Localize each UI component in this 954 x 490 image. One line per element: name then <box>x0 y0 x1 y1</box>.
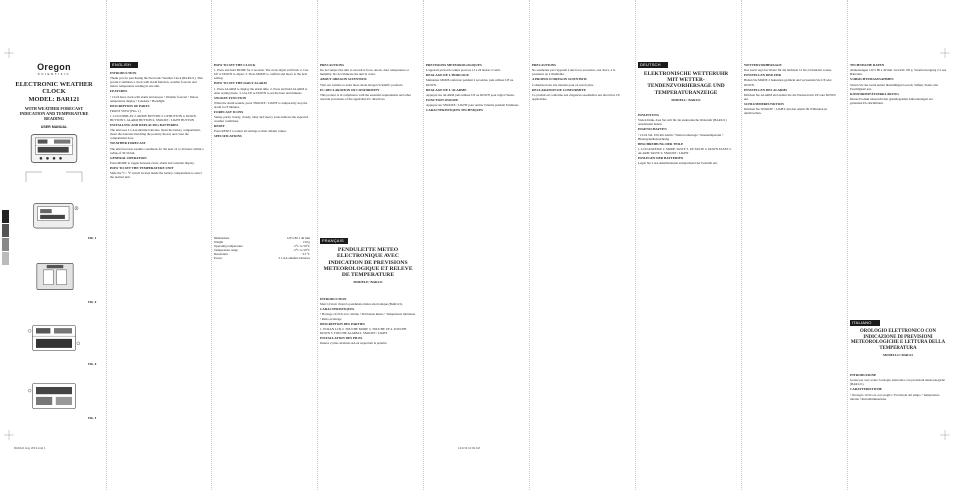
section-heading: SPECIFICATIONS <box>214 134 242 139</box>
section-heading: A PROPOS D'OREGON SCIENTIFIC <box>532 77 588 82</box>
section-heading: EC-DECLARATION OF CONFORMITY <box>320 87 380 92</box>
spec-label: Power <box>214 256 223 261</box>
fold-line <box>423 0 424 490</box>
paragraph: Dieses Produkt entspricht den grundlegenden Anforderungen der geltenden EG-Richtlinien. <box>850 96 933 105</box>
italian-model: MODELLO: BAR121 <box>882 353 914 358</box>
section-heading: EINLEGEN DER BATTERIEN <box>638 155 684 160</box>
paragraph: This product is in compliance with the essential requirements and other relevant provisions of the applicable EC directives. <box>320 92 411 101</box>
section-heading: PREVISIONS METEOROLOGIQUES <box>426 63 482 67</box>
paragraph: • 12/24 Std. Uhr mit Alarm • Wettervorhersage • Innentemperatur • Hintergrundbeleuchtung <box>638 132 724 141</box>
section-heading: CARACTERISTIQUES <box>320 307 355 312</box>
paragraph: Sunny, partly cloudy, cloudy, rainy and snowy icons indicate the expected weather conditions. <box>214 115 309 124</box>
crop-mark <box>4 48 14 58</box>
english-col-2b <box>214 236 310 260</box>
paragraph: Ne soumettez pas l'appareil à une force excessive, aux chocs, à la poussière ou à l'humidité. <box>532 68 616 77</box>
cover-model: MODEL: BAR121 <box>28 96 80 104</box>
section-heading: FONCTION SNOOZE <box>426 97 459 102</box>
color-swatch <box>2 238 9 251</box>
figure-2-label: FIG. 2 <box>88 300 97 304</box>
french-col-2 <box>426 62 522 440</box>
cover-title: ELECTRONIC WEATHER CLOCK <box>15 81 93 96</box>
spec-value: 150 g <box>302 240 310 245</box>
paragraph: Setzen Sie das Gerät keiner übermäßigen Gewalt, Stößen, Staub oder Feuchtigkeit aus. <box>850 82 939 91</box>
specifications-table <box>214 236 310 260</box>
paragraph: Thank you for purchasing the Electronic Weather Clock (BAR121). This product combines a clock with alarm function, weather forecast and indoor temperature reading in one unit. <box>110 76 203 89</box>
paragraph: Press MODE to toggle between clock, alarm and calendar display. <box>110 160 195 165</box>
spec-row <box>214 256 310 260</box>
section-heading: RESET <box>214 124 225 129</box>
german-col-2 <box>744 62 840 440</box>
footer-file-info: BAR121 Eng 2019.indd 1 <box>14 446 46 450</box>
color-swatch <box>2 210 9 223</box>
svg-text:1: 1 <box>75 207 77 211</box>
crop-mark <box>4 430 14 440</box>
italian-title-block <box>850 329 946 358</box>
figure-3-illustration <box>26 320 82 356</box>
german-title-block <box>638 71 734 103</box>
spec-value: 2 x AA alkaline batteries <box>278 256 310 261</box>
section-heading: CARACTERISTIQUES TECHNIQUES <box>426 108 484 113</box>
spec-value: 0.1°C <box>302 252 310 257</box>
fold-line <box>106 0 107 490</box>
french-title-block <box>320 247 416 285</box>
section-heading: DESCRIPTION OF PARTS <box>110 103 150 108</box>
section-heading: REGLAGE DE L'HORLOGE <box>426 73 469 78</box>
paragraph: FRONT VIEW (FIG. 1) <box>110 108 141 113</box>
french-model: MODELE: BAR121 <box>353 280 383 285</box>
section-heading: WETTERVORHERSAGE <box>744 63 782 67</box>
section-heading: EINSTELLEN DER UHR <box>744 73 782 78</box>
color-swatch <box>2 252 9 265</box>
paragraph: Consultez notre site internet pour en savoir plus. <box>532 82 594 87</box>
section-heading: CARATTERISTICHE <box>850 387 882 392</box>
german-col-1 <box>638 112 734 440</box>
german-col-3 <box>850 62 946 312</box>
color-swatch <box>2 224 9 237</box>
section-heading: FEATURES <box>110 89 128 94</box>
paragraph: Halten Sie MODE 2 Sekunden gedrückt und verwenden Sie UP oder DOWN. <box>744 78 832 87</box>
spec-label: Dimensions <box>214 236 230 240</box>
footer-timestamp: 14/2/19 10:09 AM <box>458 446 480 450</box>
fold-line <box>741 0 742 490</box>
paragraph: Grazie per aver scelto l'orologio elettronico con previsioni meteorologiche (BAR121). <box>850 378 945 387</box>
fold-line <box>635 0 636 490</box>
paragraph: The unit uses 2 x AA alkaline batteries. Open the battery compartment, insert the batteries matching the polarity shown, and close the compartment door. <box>110 128 201 141</box>
german-model: MODELL: BAR121 <box>671 97 701 102</box>
spec-label: Resolution <box>214 252 228 257</box>
cover-callouts <box>22 168 86 184</box>
fold-line <box>529 0 530 490</box>
paragraph: Legen Sie 2 AA Alkalibatterien entsprechend der Polarität ein. <box>638 161 718 166</box>
crop-mark <box>940 48 950 58</box>
paragraph: Ce produit est conforme aux exigences essentielles des directives CE applicables. <box>532 92 621 101</box>
section-heading: INSTALLING AND REPLACING BATTERIES <box>110 122 179 127</box>
language-banner-italian: ITALIANO <box>850 320 880 326</box>
section-heading: EIGENSCHAFTEN <box>638 127 667 132</box>
section-heading: BESCHREIBUNG DER TEILE <box>638 141 684 146</box>
brand-sub: SCIENTIFIC <box>37 72 71 76</box>
section-heading: VORSICHTSMASSNAHMEN <box>850 77 894 82</box>
section-heading: INSTALLATION DES PILES <box>320 335 363 340</box>
paragraph: Das Gerät sagt das Wetter für die nächsten 12 bis 24 Stunden voraus. <box>744 68 832 73</box>
section-heading: FORECAST ICONS <box>214 109 244 114</box>
italian-title: OROLOGIO ELETTRONICO CON INDICAZIONE DI PREVISIONI METEOROLOGICHE E LETTURA DELLA TEMPERATURA <box>850 329 946 351</box>
clock-device-illustration <box>29 133 79 164</box>
paragraph: 1. Press and hold MODE for 2 seconds. The clock digits will flash. 2. Use UP or DOWN to adjust. 3. Press MODE to confirm and move to the next setting. <box>214 68 309 81</box>
language-banner-english: ENGLISH <box>110 62 138 68</box>
section-heading: HOW TO SET THE CLOCK <box>214 63 256 67</box>
section-heading: PRECAUTIONS <box>320 63 344 67</box>
section-heading: EINSTELLEN DES ALARMS <box>744 87 788 92</box>
english-col-1 <box>110 70 205 440</box>
section-heading: TECHNISCHE DATEN <box>850 63 885 67</box>
paragraph: 1. ECRAN LCD 2. TOUCHE MODE 3. TOUCHE UP 4. TOUCHE DOWN 5. TOUCHE ALARM 6. SNOOZE / LIGHT <box>320 326 407 335</box>
paragraph: Merci d'avoir choisi la pendulette météo électronique (BAR121). <box>320 302 403 307</box>
language-banner-french: FRANÇAIS <box>320 238 348 244</box>
user-manual-label: USER MANUAL <box>40 124 68 129</box>
paragraph: 1. LCD ANZEIGE 2. MODE TASTE 3. UP TASTE 4. DOWN TASTE 5. ALARM TASTE 6. SNOOZE / LIGHT <box>638 146 732 155</box>
paragraph: Abmessungen 120 x 80 x 40 mm. Gewicht 150 g. Stromversorgung 2 x AA Batterien. <box>850 68 946 77</box>
spec-value: -5°C to 50°C <box>293 248 310 253</box>
cover-panel <box>8 62 100 164</box>
spec-label: Weight <box>214 240 224 245</box>
section-heading: WEATHER FORECAST <box>110 141 146 146</box>
paragraph: Drücken Sie ALARM und stellen Sie die Weckzeit mit UP oder DOWN ein. <box>744 92 836 101</box>
paragraph: 1. LCD DISPLAY 2. MODE BUTTON 3. UP BUTTON 4. DOWN BUTTON 5. ALARM BUTTON 6. SNOOZE / LIGHT BUTTON <box>110 113 196 122</box>
paragraph: Do not subject the unit to excessive force, shock, dust, temperature or humidity. Do not immerse the unit in water. <box>320 68 409 77</box>
paragraph: Drücken Sie SNOOZE / LIGHT, um den Alarm für 8 Minuten zu unterbrechen. <box>744 107 828 116</box>
paragraph: Maintenez MODE enfoncée pendant 2 secondes, puis utilisez UP ou DOWN. <box>426 78 514 87</box>
paragraph: Vielen Dank, dass Sie sich für die elektronische Wetteruhr (BAR121) entschieden haben. <box>638 118 727 127</box>
section-heading: ABOUT OREGON SCIENTIFIC <box>320 77 368 82</box>
french-col-3 <box>532 62 628 440</box>
section-heading: EINLEITUNG <box>638 113 660 117</box>
section-heading: SNOOZE FUNCTION <box>214 95 247 100</box>
brand-name: Oregon <box>37 62 71 72</box>
paragraph: The unit forecasts weather conditions for the next 12 to 24 hours within a radius of 30-50 km. <box>110 146 204 155</box>
english-col-2 <box>214 62 310 232</box>
spec-label: Temperature range <box>214 248 238 253</box>
section-heading: KONFORMITÄTSERKLÄRUNG <box>850 91 899 96</box>
spec-value: -5°C to 50°C <box>293 244 310 249</box>
section-heading: HOW TO SET THE DAILY ALARM <box>214 81 267 86</box>
section-heading: INTRODUCTION <box>320 297 347 301</box>
french-col-1 <box>320 296 416 436</box>
figure-4-illustration <box>26 378 82 414</box>
section-heading: REGLAGE DE L'ALARME <box>426 87 467 92</box>
paragraph: Visit our website to learn more about Oregon Scientific products. <box>320 82 404 87</box>
paragraph: • Orologio 12/24 ore con sveglia • Previsioni del tempo • Temperatura interna • Retroilluminazione <box>850 392 940 401</box>
section-heading: SCHLUMMERFUNKTION <box>744 101 784 106</box>
figure-1-illustration <box>30 200 80 233</box>
paragraph: 1. Press ALARM to display the alarm time. 2. Press and hold ALARM to enter setting mode. 3. Use UP or DOWN to set the hour and minutes. <box>214 86 308 95</box>
spec-value: 120 x 80 x 40 mm <box>286 236 310 240</box>
paragraph: Appuyez sur SNOOZE / LIGHT pour arrêter l'alarme pendant 8 minutes. <box>426 103 520 107</box>
french-title: PENDULETTE METEO ELECTRONIQUE AVEC INDICATION DE PREVISIONS METEOROLOGIQUE ET RELEVE DE TEMPERATURE <box>323 247 413 279</box>
section-heading: INTRODUCTION <box>110 71 137 75</box>
paragraph: L'appareil prévoit le temps pour les 12 à 24 heures à venir. <box>426 68 501 73</box>
italian-col-1 <box>850 372 946 442</box>
fold-line <box>847 0 848 490</box>
section-heading: DESCRIPTION DES PARTIES <box>320 321 365 326</box>
german-title: ELEKTRONISCHE WETTERUHR MIT WETTER-TENDENZVORHERSAGE UND TEMPERATURANZEIGE <box>643 71 729 96</box>
paragraph: Insérez 2 piles alcalines AA en respectant la polarité. <box>320 341 388 346</box>
figure-2-illustration <box>30 260 80 293</box>
figure-4-label: FIG. 4 <box>88 416 97 420</box>
paragraph: Slide the °C / °F switch located inside the battery compartment to select the desired unit. <box>110 171 202 180</box>
paragraph: • Horloge 12/24 h avec alarme • Prévisions météo • Température intérieure • Rétro-éclairage <box>320 312 416 321</box>
figure-3-label: FIG. 3 <box>88 362 97 366</box>
language-banner-german: DEUTSCH <box>638 62 668 68</box>
fold-line <box>211 0 212 490</box>
figure-1-label: FIG. 1 <box>88 236 97 240</box>
paragraph: • 12/24 hour clock with alarm and snooze • Weather forecast • Indoor temperature display • Calendar • Backlight <box>110 94 199 103</box>
section-heading: HOW TO SET THE TEMPERATURE UNIT <box>110 165 174 170</box>
cover-subtitle: WITH WEATHER FORECAST INDICATION AND TEMPERATURE READING <box>19 105 89 121</box>
paragraph: Press RESET to return all settings to their default values. <box>214 129 287 134</box>
brand-logo <box>8 62 100 76</box>
section-heading: INTRODUZIONE <box>850 373 877 377</box>
paragraph: Appuyez sur ALARM puis utilisez UP ou DOWN pour régler l'heure. <box>426 92 515 97</box>
spec-label: Operating temperature <box>214 244 243 249</box>
section-heading: GENERAL OPERATION <box>110 155 147 160</box>
section-heading: PRECAUTIONS <box>532 63 556 67</box>
section-heading: DECLARATION DE CONFORMITE <box>532 87 586 92</box>
fold-line <box>317 0 318 490</box>
paragraph: When the alarm sounds, press SNOOZE / LIGHT to temporarily stop the alarm for 8 minutes. <box>214 100 308 109</box>
